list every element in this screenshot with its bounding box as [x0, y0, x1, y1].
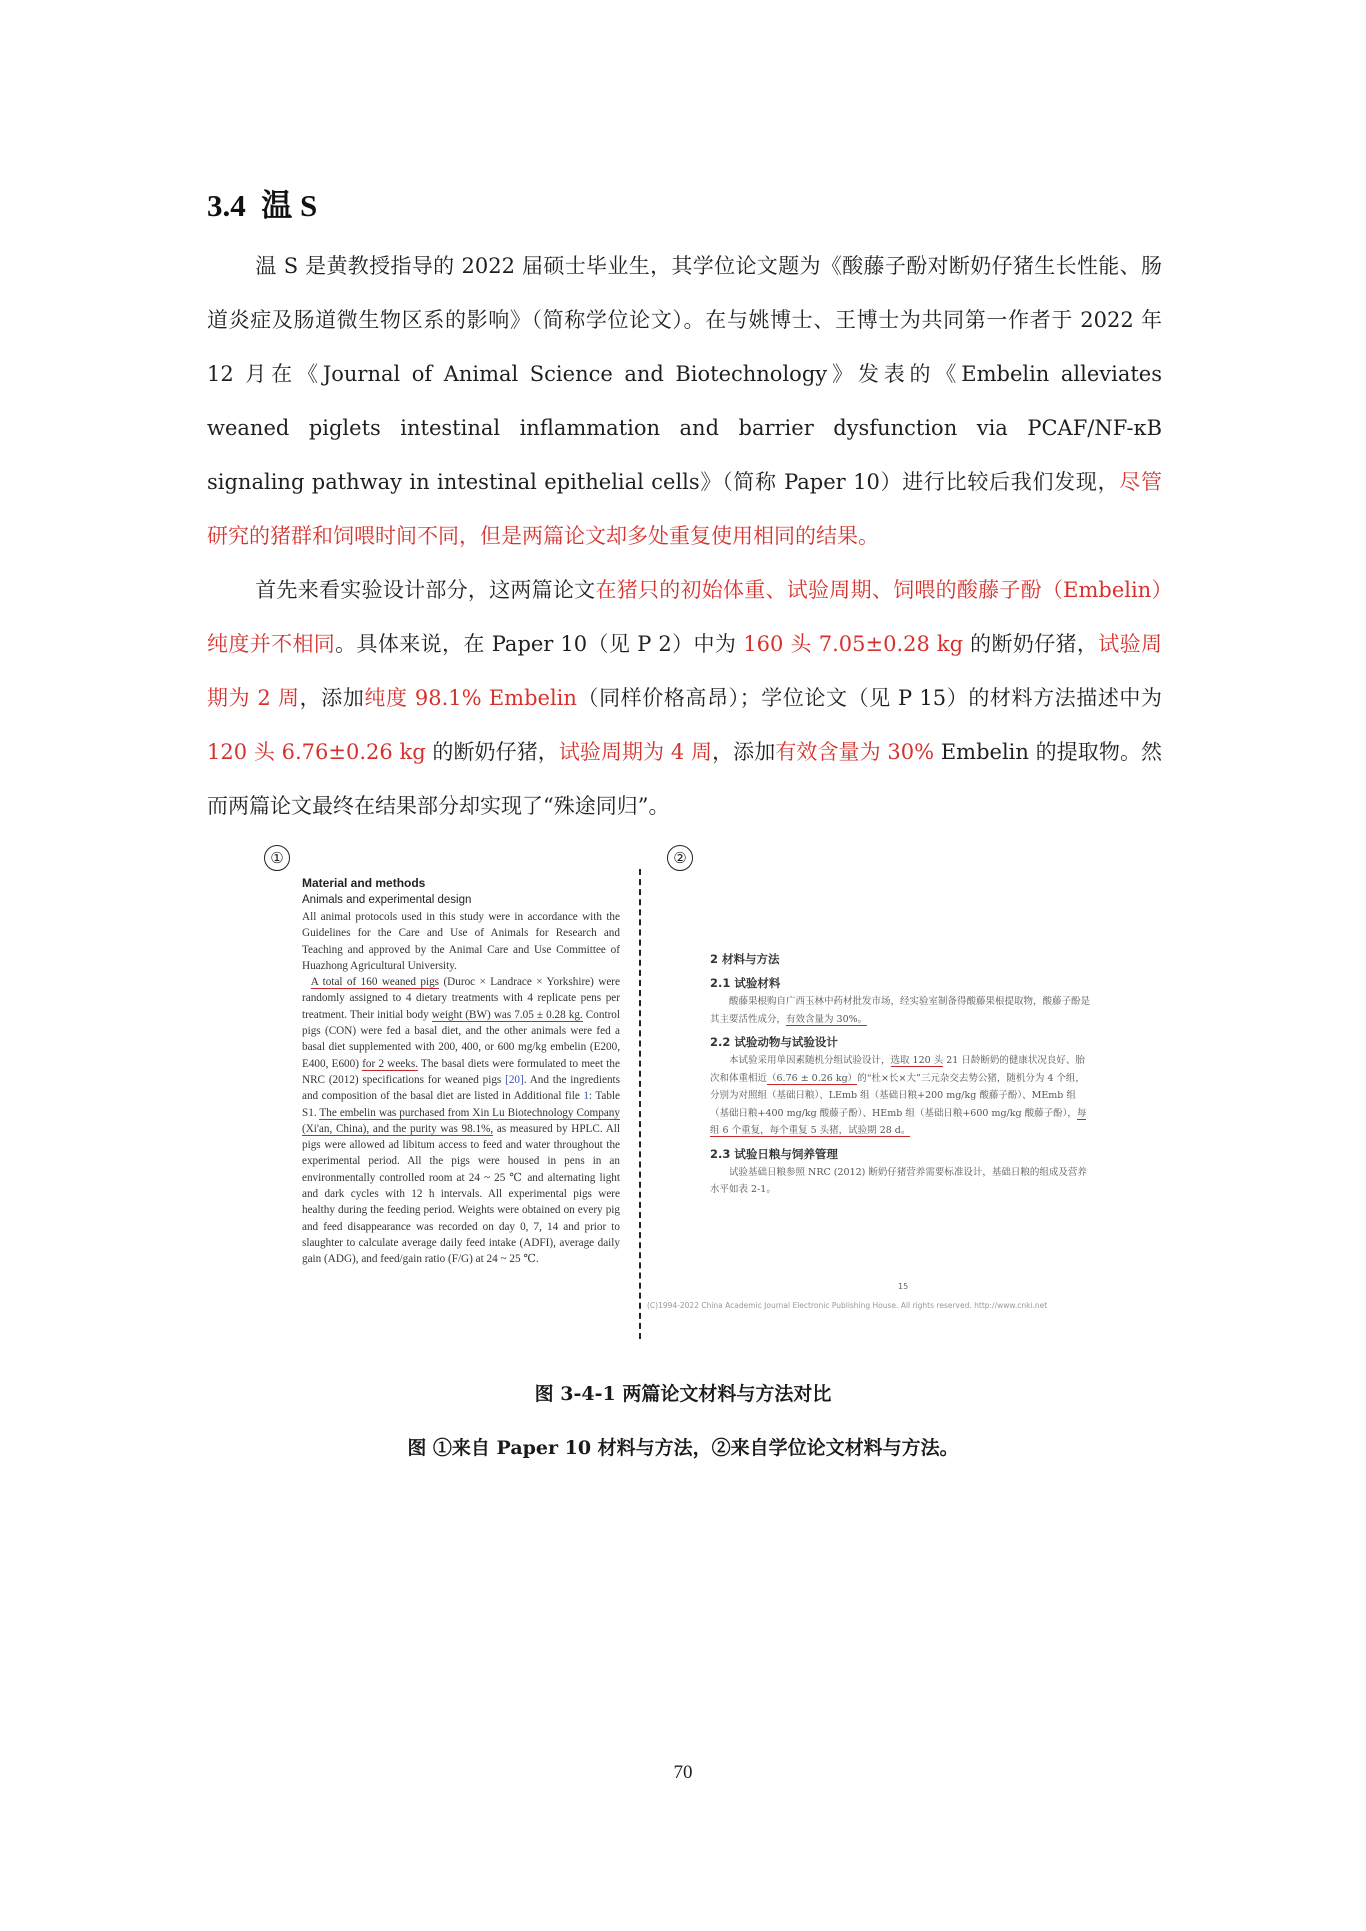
p2-text-6: 的断奶仔猪，	[425, 740, 559, 764]
thesis-methods-excerpt	[710, 945, 1090, 1199]
zh-para-1	[710, 993, 1090, 1028]
en-underline: weight (BW) was 7.05 ± 0.28 kg.	[431, 1008, 583, 1021]
p2-highlight-1: 在猪只的初始体重、试验周期、饲喂的酸藤子酚（Embelin）纯度并不相同	[207, 578, 1162, 656]
p2-text-7: ，添加	[712, 740, 776, 764]
en-text: (Duroc × Landrace × Yorkshire) were randomly assigned to 4 dietary treatments with 4 replicate pens per treatment. Their initial body	[302, 976, 621, 1021]
thesis-page-number: 15	[898, 1282, 909, 1291]
zh-text: 的“杜×长×大”三元杂交去势公猪，随机分为 4 个组，分别为对照组（基础日粮）、LEmb 组（基础日粮+200 mg/kg 酸藤子酚）、MEmb 组（基础日粮+400 mg/kg 酸藤子酚）、HEmb 组（基础日粮+600 mg/kg 酸藤子酚），	[710, 1072, 1085, 1119]
page-number: 70	[673, 1762, 693, 1783]
p2-text-8: Embelin 的提取物。然而两篇论文最终在结果部分却实现了“殊途同归”。	[207, 740, 1163, 818]
zh-heading-2-2: 2.2 试验动物与试验设计	[710, 1035, 838, 1049]
p2-highlight-2: 160 头 7.05±0.28 kg	[743, 632, 964, 656]
en-text: : Table S1.	[302, 1090, 620, 1119]
zh-para-2	[710, 1052, 1090, 1140]
zh-text: 21 日龄断奶的健康状况良好、胎次和体重相近	[710, 1055, 1085, 1084]
en-text: Control pigs (CON) were fed a basal diet, and the other animals were fed a basal diet supplemented with 200, 400, or 600 mg/kg embelin (E200, E400, E600)	[302, 1008, 620, 1070]
p2-highlight-3: 试验周期为 2 周	[207, 632, 1163, 710]
p2-highlight-5: 120 头 6.76±0.26 kg	[207, 740, 426, 764]
comparison-figure	[262, 845, 1104, 1350]
zh-underline: 选取 120 头	[890, 1055, 944, 1066]
figure-caption: 图 3-4-1 两篇论文材料与方法对比	[534, 1383, 832, 1405]
zh-para-3: 试验基础日粮参照 NRC (2012) 断奶仔猪营养需要标准设计，基础日粮的组成及营养水平如表 2-1。	[710, 1166, 1087, 1195]
en-underline: for 2 weeks.	[362, 1057, 419, 1070]
figure-marker-2: ②	[667, 845, 693, 871]
p2-highlight-4: 纯度 98.1% Embelin	[364, 686, 577, 710]
paragraph-1-text: 温 S 是黄教授指导的 2022 届硕士毕业生，其学位论文题为《酸藤子酚对断奶仔猪生长性能、肠道炎症及肠道微生物区系的影响》（简称学位论文）。在与姚博士、王博士为共同第一作者于 2022 年 12 月在《Journal of Animal Science and Biotechnology》发表的《Embelin alleviates weaned piglets intestinal inflammation and barrier dysfunction via PCAF/NF-κB signaling pathway in intestinal epithelial cells》（简称 Paper 10）进行比较后我们发现，	[207, 254, 1162, 494]
zh-underline: 每组 6 个重复，每个重复 5 头猪，试验期 28 d。	[710, 1107, 1087, 1136]
section-heading	[207, 180, 317, 225]
en-citation: [20]	[505, 1073, 524, 1086]
zh-text: 本试验采用单因素随机分组试验设计，	[729, 1055, 891, 1066]
figure-divider	[639, 869, 641, 1339]
en-underline: The embelin was purchased from Xin Lu Biotechnology Company (Xi'an, China), and the purity was 98.1%,	[302, 1106, 620, 1135]
paragraph-1	[207, 239, 1162, 563]
p2-text-2: 。具体来说，在 Paper 10（见 P 2）中为	[335, 632, 744, 656]
section-title-text: 温 S	[261, 188, 318, 223]
en-underline: A total of 160 weaned pigs	[310, 976, 440, 989]
section-number: 3.4	[207, 188, 246, 223]
en-text: The basal diets were formulated to meet the NRC (2012) specifications for weaned pigs	[302, 1057, 620, 1086]
p2-text-1: 首先来看实验设计部分，这两篇论文	[255, 578, 596, 602]
en-file-ref: 1	[583, 1090, 589, 1103]
figure-marker-1: ①	[264, 845, 290, 871]
en-text: . And the ingredients and composition of the basal diet are listed in Additional file	[302, 1073, 621, 1103]
en-body	[302, 909, 620, 1268]
cnki-footer: (C)1994-2022 China Academic Journal Electronic Publishing House. All rights reserved. http://www.cnki.net	[647, 1301, 1048, 1310]
p2-text-4: ，添加	[299, 686, 365, 710]
p2-text-3: 的断奶仔猪，	[963, 632, 1099, 656]
paragraph-1-highlight: 尽管研究的猪群和饲喂时间不同，但是两篇论文却多处重复使用相同的结果。	[207, 470, 1163, 548]
zh-heading-2-3: 2.3 试验日粮与饲养管理	[710, 1146, 838, 1161]
en-heading: Material and methods	[302, 876, 426, 890]
en-text: All animal protocols used in this study were in accordance with the Guidelines for the Care and Use of Animals for Research and Teaching and approved by the Animal Care and Use Committee of Huazhong Agricultural University.	[302, 911, 620, 972]
paragraph-2	[207, 563, 1162, 833]
zh-text: 酸藤果根购自广西玉林中药材批发市场，经实验室制备得酸藤果根提取物，酸藤子酚是其主要活性成分，	[710, 996, 1091, 1025]
en-text: as measured by HPLC. All pigs were allowed ad libitum access to feed and water throughout the experimental period. All the pigs were housed in pens in an environmentally controlled room at 24 ~ 25 ℃ and alternating light and dark cycles with 12 h intervals. All experimental pigs were healthy during the feeding period. Weights were obtained on every pig and feed disappearance was recorded on day 0, 7, 14 and prior to slaughter to calculate average daily feed intake (ADFI), average daily gain (ADG), and feed/gain ratio (F/G) at 24 ~ 25 ℃.	[302, 1122, 620, 1266]
p2-highlight-6: 试验周期为 4 周	[558, 740, 713, 764]
zh-heading-2-1: 2.1 试验材料	[710, 976, 781, 990]
zh-underline: 有效含量为 30%。	[786, 1013, 868, 1025]
zh-underline: （6.76 ± 0.26 kg）	[767, 1072, 858, 1084]
p2-highlight-7: 有效含量为 30%	[775, 740, 935, 764]
figure-note: 图 ①来自 Paper 10 材料与方法，②来自学位论文材料与方法。	[407, 1437, 959, 1459]
zh-heading-2: 2 材料与方法	[710, 952, 780, 966]
p2-text-5: （同样价格高昂）；学位论文（见 P 15）的材料方法描述中为	[576, 686, 1163, 710]
en-subheading: Animals and experimental design	[302, 894, 472, 906]
paper10-methods-excerpt	[302, 875, 620, 1268]
